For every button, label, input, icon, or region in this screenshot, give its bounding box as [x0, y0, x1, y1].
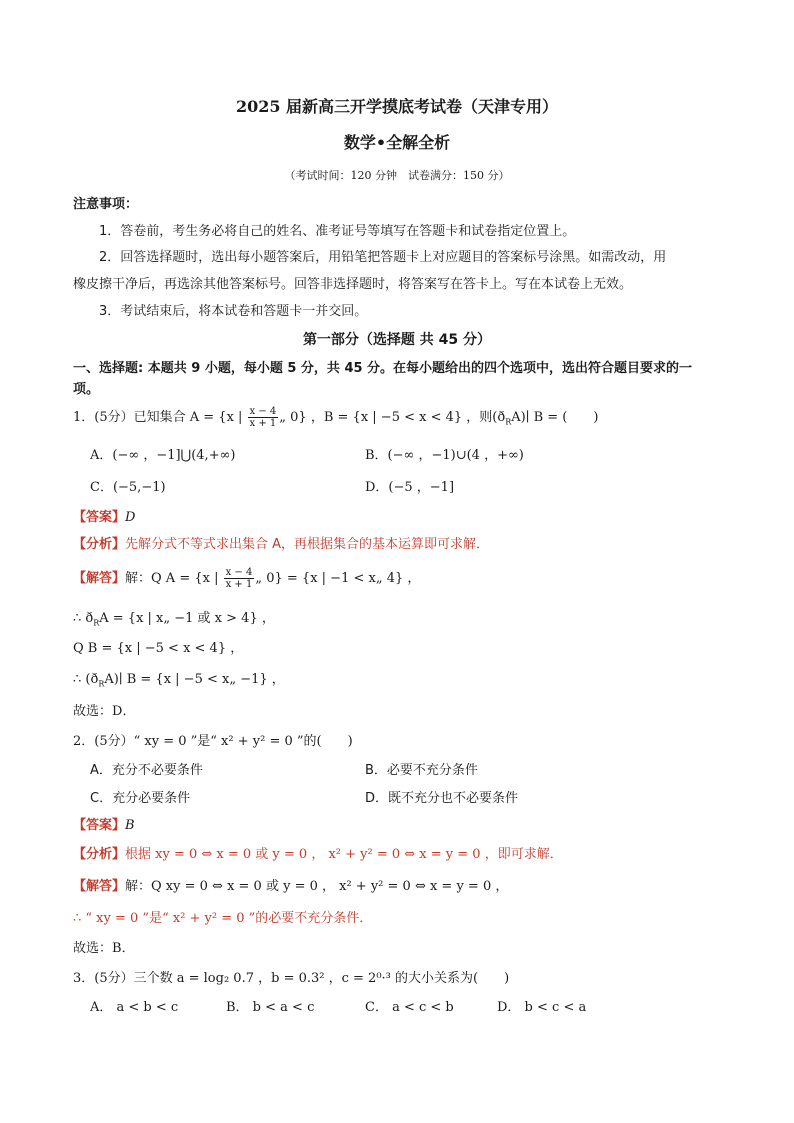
- q1-solution-line3: Q B = {x | −5 < x < 4} ，: [73, 641, 244, 656]
- q1-solution-line2-a: ∴ ð: [73, 611, 94, 626]
- q1-stem-subscript: R: [505, 417, 512, 427]
- notice-item-1: 1．答卷前，考生务必将自己的姓名、准考证号等填写在答题卡和试卷指定位置上。: [99, 224, 576, 239]
- q1-option-b: B．(−∞ ，−1)∪(4 ，+∞): [365, 448, 524, 463]
- q2-option-a: A．充分不必要条件: [90, 763, 203, 778]
- q1-solution-line4: [73, 671, 285, 694]
- q1-choose-value: D．: [112, 704, 136, 719]
- q1-solution-tag: 【解答】: [73, 571, 126, 586]
- q1-solution-line1: [73, 566, 420, 592]
- q1-solution-fraction: [224, 567, 255, 590]
- q1-solution-line4-sub: R: [98, 679, 105, 689]
- q2-answer-line: [73, 817, 135, 835]
- exam-subtitle: 数学•全解全析: [343, 133, 451, 152]
- q2-analysis-text: 根据 xy = 0 ⇔ x = 0 或 y = 0 ， x² + y² = 0 ⇔ x = y = 0 ，即可求解．: [125, 847, 563, 862]
- q2-solution-line2: ∴ “ xy = 0 ”是“ x² + y² = 0 ”的必要不充分条件．: [73, 911, 373, 926]
- q2-answer-tag: 【答案】: [73, 818, 126, 833]
- q1-solution-part-b: „ 0} = {x | −1 < x„ 4} ，: [255, 571, 421, 586]
- q2-option-b: B．必要不充分条件: [365, 763, 478, 778]
- q1-solution-line4-a: ∴ (ð: [73, 672, 99, 687]
- q1-analysis-tag: 【分析】: [73, 537, 126, 552]
- section-title: 第一部分（选择题 共 45 分）: [302, 332, 492, 348]
- q2-solution-tag: 【解答】: [73, 879, 126, 894]
- exam-meta: （考试时间：120 分钟 试卷满分：150 分）: [284, 169, 510, 182]
- q1-analysis-text: 先解分式不等式求出集合 A，再根据集合的基本运算即可求解．: [125, 537, 490, 552]
- q1-option-a: A．(−∞ ，−1]⋃(4,+∞): [90, 448, 236, 463]
- notice-item-2-cont: 橡皮擦干净后，再选涂其他答案标号。回答非选择题时，将答案写在答卡上。写在本试卷上无效。: [73, 277, 633, 292]
- notice-item-2: 2．回答选择题时，选出每小题答案后，用铅笔把答题卡上对应题目的答案标号涂黑。如需改动，用: [99, 250, 667, 265]
- notice-heading: 注意事项：: [73, 197, 139, 212]
- q2-analysis-tag: 【分析】: [73, 847, 126, 862]
- q2-solution-line1: [73, 878, 508, 896]
- notice-item-3: 3．考试结束后，将本试卷和答题卡一并交回。: [99, 304, 368, 319]
- q1-stem-part-a: 1．(5分）已知集合 A = {x |: [73, 410, 247, 425]
- q1-stem-fraction: [248, 406, 279, 429]
- q1-choose-line: [73, 703, 135, 721]
- q3-option-a: A． a < b < c: [90, 1000, 179, 1015]
- exam-title: 2025 届新高三开学摸底考试卷（天津专用）: [235, 97, 559, 116]
- q1-solution-line2-sub: R: [93, 618, 100, 628]
- q1-answer-value: D: [125, 510, 136, 525]
- q2-analysis-line: [73, 846, 563, 864]
- q3-option-b: B． b < a < c: [226, 1000, 315, 1015]
- section-intro-line2: 项。: [73, 382, 100, 397]
- q1-analysis-line: [73, 536, 489, 554]
- q1-answer-line: [73, 509, 135, 527]
- q2-option-c: C．充分必要条件: [90, 791, 191, 806]
- q1-solution-line2-b: A = {x | x„ −1 或 x > 4} ，: [99, 611, 275, 626]
- q1-solution-line2: [73, 610, 275, 633]
- q3-option-d: D． b < c < a: [497, 1000, 587, 1015]
- q1-option-d: D．(−5 ，−1]: [365, 480, 455, 495]
- q1-solution-part-a: 解：Q A = {x |: [125, 571, 223, 586]
- q1-choose-label: 故选：: [73, 704, 113, 719]
- q1-stem-part-c: A)∣ B = ( ): [511, 410, 599, 425]
- q3-option-c: C． a < c < b: [365, 1000, 454, 1015]
- q1-stem-part-b: „ 0} ，B = {x | −5 < x < 4} ，则(ð: [279, 410, 506, 425]
- q3-stem: 3．(5分）三个数 a = log₂ 0.7 ，b = 0.3² ，c = 2⁰·³ 的大小关系为( ): [73, 971, 510, 986]
- q2-answer-value: B: [125, 818, 135, 833]
- q1-option-c: C．(−5,−1): [90, 480, 166, 495]
- q1-frac-denominator: x + 1: [249, 418, 277, 429]
- q1-frac-numerator: x − 4: [249, 406, 277, 417]
- q1-solution-frac-denominator: x + 1: [225, 579, 253, 590]
- q2-stem: 2．(5分）“ xy = 0 ”是“ x² + y² = 0 ”的( ): [73, 734, 353, 749]
- q1-solution-line4-b: A)∣ B = {x | −5 < x„ −1} ，: [104, 672, 285, 687]
- q1-solution-frac-numerator: x − 4: [225, 567, 253, 578]
- q2-option-d: D．既不充分也不必要条件: [365, 791, 519, 806]
- q2-choose-value: B．: [112, 941, 135, 956]
- q2-choose-label: 故选：: [73, 941, 113, 956]
- section-intro-line1: 一、选择题: 本题共 9 小题，每小题 5 分，共 45 分。在每小题给出的四个选项中，选出符合题目要求的一: [73, 361, 693, 376]
- q1-stem: [73, 405, 598, 436]
- q2-choose-line: [73, 940, 135, 958]
- q1-answer-tag: 【答案】: [73, 510, 126, 525]
- q2-solution-text: 解：Q xy = 0 ⇔ x = 0 或 y = 0 ， x² + y² = 0 ⇔ x = y = 0 ，: [125, 879, 509, 894]
